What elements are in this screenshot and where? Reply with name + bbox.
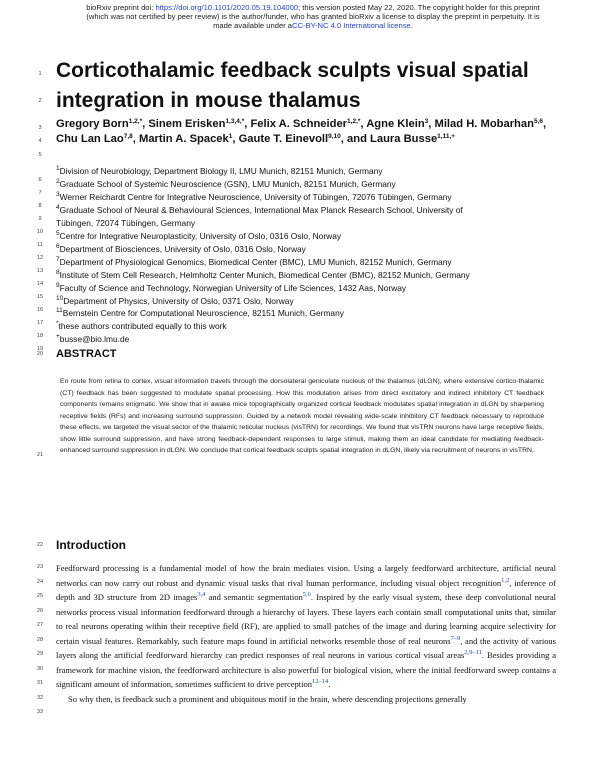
line-number: 18 <box>36 333 44 339</box>
license-link[interactable]: CC-BY-NC 4.0 International license <box>292 21 411 30</box>
author: Laura Busse <box>370 133 438 145</box>
affiliation: $^{10}$Department of Physics, University of Oslo, 0371 Oslo, Norway <box>56 294 294 306</box>
introduction-heading: Introduction <box>56 538 126 552</box>
notice-prefix: bioRxiv preprint doi: <box>86 3 156 12</box>
introduction-body <box>56 561 556 706</box>
line-number: 25 <box>36 593 44 599</box>
affiliation: Tübingen, 72074 Tübingen, Germany <box>56 217 196 228</box>
affiliation-list <box>56 165 556 346</box>
author: Sinem Erisken <box>148 118 226 130</box>
affiliation: $^6$Department of Biosciences, University of Oslo, 0316 Oslo, Norway <box>56 242 306 254</box>
author-affil-marks: 1 <box>228 133 233 140</box>
line-number: 21 <box>36 452 44 458</box>
line-number: 2 <box>38 98 42 104</box>
author-affil-marks: 1,2,* <box>347 118 361 125</box>
line-number: 27 <box>36 622 44 628</box>
author-affil-marks: 5,6 <box>533 118 543 125</box>
intro-paragraph: So why then, is feedback such a prominent and ubiquitous motif in the brain, where descending projections generally <box>68 693 467 704</box>
equal-contribution-note: *these authors contributed equally to this work <box>56 320 227 332</box>
affiliation: $^5$Centre for Integrative Neuroplasticity, University of Oslo, 0316 Oslo, Norway <box>56 229 342 241</box>
line-number: 23 <box>36 564 44 570</box>
author: Milad H. Mobarhan <box>434 118 534 130</box>
affiliation: $^{11}$Bernstein Centre for Computational Neuroscience, 82151 Munich, Germany <box>56 307 344 319</box>
line-number: 15 <box>36 294 44 300</box>
citation-link[interactable]: 7–9 <box>450 634 461 642</box>
line-number: 30 <box>36 666 44 672</box>
line-number: 22 <box>36 542 44 548</box>
author-affil-marks: 1,3,4,* <box>225 118 245 125</box>
author: Chu Lan Lao <box>56 133 124 145</box>
affiliation: $^4$Graduate School of Neural & Behavioural Sciences, International Max Planck Research School, University of <box>56 203 463 215</box>
line-number: 1 <box>38 71 42 77</box>
affiliation: $^7$Department of Physiological Genomics, Biomedical Center (BMC), LMU Munich, 82152 Munich, Germany <box>56 255 452 267</box>
line-number: 17 <box>36 320 44 326</box>
author: Gregory Born <box>56 118 129 130</box>
author-affil-marks: 1,2,* <box>128 118 143 125</box>
page-title: Corticothalamic feedback sculpts visual spatial integration in mouse thalamus <box>56 59 529 112</box>
author: Martin A. Spacek <box>139 133 229 145</box>
author-affil-marks: 3 <box>424 118 429 125</box>
abstract-text: En route from retina to cortex, visual information travels through the dorsolateral geniculate nucleus of the thalamus (dLGN), where extensive cortico-thalamic (CT) feedback has been suggested to modulate spatial processing. How this modulation arises from direct excitatory and indirect inhibitory CT feedback components remains enigmatic. We show that in awake mice topographically organized cortical feedback modulates spatial integration in dLGN by sharpening receptive fields (RFs) and increasing surround suppression. Guided by a network model revealing wide-scale inhibitory CT feedback necessary to reproduce these effects, we targeted the visual sector of the thalamic reticular nucleus (visTRN) for recordings. We found that visTRN neurons have large receptive fields, show little surround suppression, and have strong feedback-dependent responses to large stimuli, making them an ideal candidate for mediating feedback-enhanced surround suppression in dLGN. We conclude that cortical feedback sculpts spatial integration in dLGN, likely via recruitment of neurons in visTRN. <box>60 378 544 455</box>
line-number: 24 <box>36 579 44 585</box>
line-number: 3 <box>38 125 42 131</box>
affiliation: $^9$Faculty of Science and Technology, Norwegian University of Life Sciences, 1432 Aas, Norway <box>56 281 407 293</box>
doi-link[interactable]: https://doi.org/10.1101/2020.05.19.104000 <box>155 3 299 12</box>
line-number: 11 <box>37 242 43 248</box>
affiliation: $^3$Werner Reichardt Centre for Integrative Neuroscience, University of Tübingen, 72076 Tübingen, Germany <box>56 190 452 202</box>
affiliation: $^1$Division of Neurobiology, Department Biology II, LMU Munich, 82151 Munich, Germany <box>56 165 383 176</box>
line-number: 10 <box>36 229 44 235</box>
line-number: 19 <box>36 346 44 352</box>
author-affil-marks: 7,8 <box>123 133 133 140</box>
line-number: 33 <box>36 709 44 715</box>
notice-mid: ; this version posted May 22, 2020. The copyright holder for this preprint (which was not certified by peer review) is the author/funder, who has granted bioRxiv a license to display the preprint in perpetuity. It is made available under a <box>86 3 540 30</box>
citation-link[interactable]: 2,9–11 <box>464 649 482 657</box>
author-list: Gregory Born$^{1,2,*}$, Sinem Erisken$^{1,3,4,*}$, Felix A. Schneider$^{1,2,*}$, Agne Klein$^3$, Milad H. Mobarhan$^{5,6}$, Chu Lan Lao$^{7,8}$, Martin A. Spacek$^1$, Gaute T. Einevoll$^{9,10}$, and Laura Busse$^{1,11,+}$ <box>56 118 547 145</box>
line-number: 14 <box>36 281 44 287</box>
line-number: 28 <box>36 637 44 643</box>
preprint-notice: bioRxiv preprint doi: https://doi.org/10.1101/2020.05.19.104000; this version posted May 22, 2020. The copyright holder for this preprint (which was not certified by peer review) is the author/funder, who has granted bioRxiv a license to display the preprint in perpetuity. It is made available under aCC-BY-NC 4.0 International license. <box>86 3 540 30</box>
line-number: 16 <box>36 307 44 313</box>
citation-link[interactable]: 3,4 <box>197 591 206 599</box>
citation-link[interactable]: 1,2 <box>501 576 510 584</box>
line-number: 26 <box>36 608 44 614</box>
author-affil-marks: 9,10 <box>328 133 341 140</box>
author: Felix A. Schneider <box>250 118 348 130</box>
author: Gaute T. Einevoll <box>238 133 329 145</box>
corresponding-email[interactable]: +busse@bio.lmu.de <box>56 333 130 345</box>
citation-link[interactable]: 12–14 <box>311 678 329 686</box>
line-number: 32 <box>36 695 44 701</box>
line-number: 4 <box>38 138 42 144</box>
line-number: 20 <box>36 351 44 357</box>
line-number: 7 <box>38 190 42 196</box>
line-number: 12 <box>36 255 44 261</box>
line-number: 29 <box>36 651 44 657</box>
line-number: 31 <box>36 680 44 686</box>
affiliation: $^2$Graduate School of Systemic Neuroscience (GSN), LMU Munich, 82151 Munich, Germany <box>56 177 396 189</box>
line-number: 6 <box>38 177 42 183</box>
intro-paragraph: Feedforward processing is a fundamental model of how the brain mediates vision. Using a largely feedforward architecture, artificial neural networks can now carry out robust and dynamic visual tasks that rival human performance, including visual object recognition$^{1,2}$, inference of depth and 3D structure from 2D images$^{3,4}$ and semantic segmentation$^{5,6}$. Inspired by the early visual system, these deep convolutional neural networks process visual information feedforward through a hierarchy of layers. These layers each contain small computational units that, similar to real neurons operating within their receptive field (RF), are applied to small patches of the image and during learning acquire selectivity for certain visual features. Remarkably, such feature maps found in artificial networks resemble those of real neurons$^{7-9}$, and the activity of various layers along the artificial feedforward hierarchy can predict responses of real neurons in various cortical visual areas$^{2,9-11}$. Besides providing a framework for machine vision, the feedforward architecture is also powerful for biological vision, where the initial feedforward sweep contains a significant amount of information, sometimes sufficient to drive perception$^{12-14}$. <box>56 563 556 690</box>
line-number: 5 <box>38 152 42 158</box>
abstract-heading: ABSTRACT <box>56 348 117 360</box>
affiliation: $^8$Institute of Stem Cell Research, Helmholtz Center Munich, Biomedical Center (BMC), 82152 Munich, Germany <box>56 268 470 280</box>
line-number: 9 <box>38 216 42 222</box>
author: Agne Klein <box>366 118 425 130</box>
author-affil-marks: 1,11,+ <box>437 133 456 140</box>
citation-link[interactable]: 5,6 <box>302 591 311 599</box>
line-number: 13 <box>36 268 44 274</box>
line-number: 8 <box>38 203 42 209</box>
